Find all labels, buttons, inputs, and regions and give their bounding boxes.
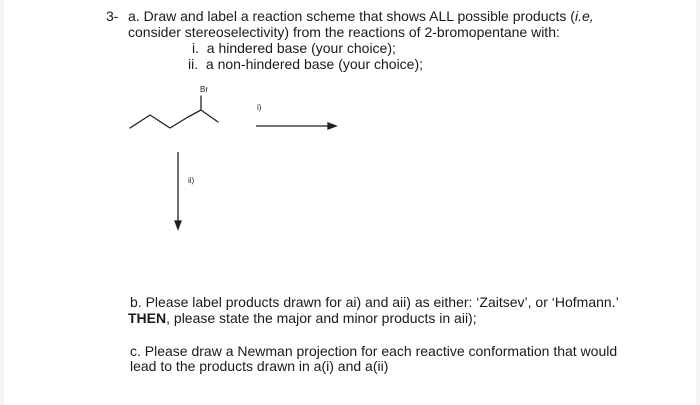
arrow-i: [256, 123, 336, 129]
worksheet-page: [4, 0, 696, 405]
part-c-line-1: c. Please draw a Newman projection for each reactive conformation that would: [130, 343, 618, 359]
2-bromopentane-skeletal-structure: [130, 96, 218, 128]
part-b-line-2: [128, 310, 477, 326]
part-a-line-1-text: a. Draw and label a reaction scheme that shows ALL possible products (: [128, 8, 575, 24]
part-a-line-2: consider stereoselectivity) from the reactions of 2-bromopentane with:: [128, 24, 560, 40]
arrow-ii: [175, 152, 181, 229]
part-b-line-1: b. Please label products drawn for ai) and aii) as either: ‘Zaitsev’, or ‘Hofmann.’: [130, 294, 619, 310]
bromine-label: Br: [200, 85, 208, 94]
arrow-ii-label: ii): [188, 176, 195, 185]
part-a-item-ii: ii. a non-hindered base (your choice);: [188, 56, 424, 72]
part-b-then: THEN: [128, 310, 167, 326]
question-number: 3-: [106, 8, 119, 24]
part-c-line-2: lead to the products drawn in a(i) and a(ii): [130, 358, 389, 374]
part-b-line-2-text: , please state the major and minor products in aii);: [166, 310, 477, 326]
arrow-i-label: i): [257, 103, 262, 112]
part-a-ie: i.e,: [574, 8, 594, 24]
part-a-item-i: i. a hindered base (your choice);: [192, 40, 396, 56]
